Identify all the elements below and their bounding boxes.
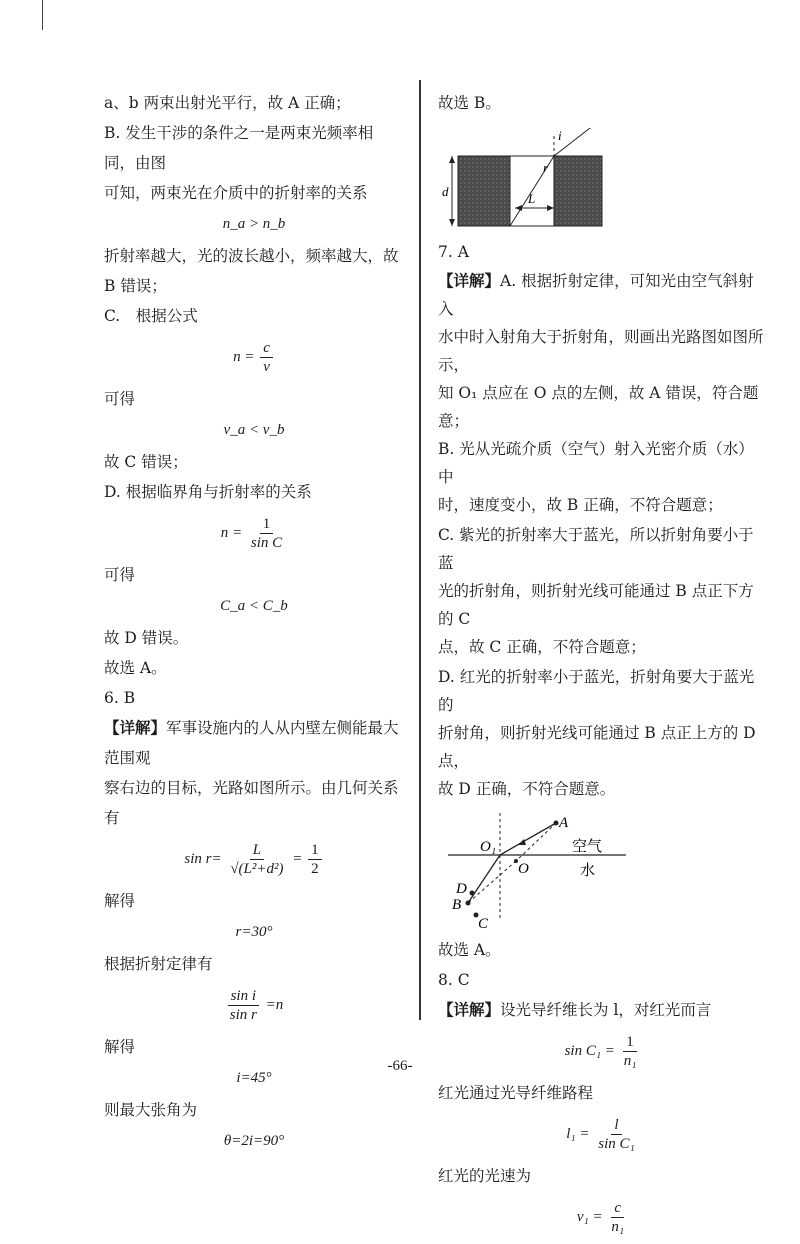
denominator: √(L²+d²) xyxy=(230,861,284,877)
label-L: L xyxy=(528,191,536,206)
equation xyxy=(104,987,404,1024)
text-line: 红光通过光导纤维路程 xyxy=(438,1084,594,1102)
eq-left: n = xyxy=(233,348,255,365)
text-line: 解得 xyxy=(104,892,136,910)
text-line: 水中时入射角大于折射角，则画出光路图如图所示， xyxy=(438,328,764,374)
equation: i=45° xyxy=(236,1070,272,1086)
text-line: 可知，两束光在介质中的折射率的关系 xyxy=(104,184,368,202)
label-r: r xyxy=(543,160,549,175)
numerator: c xyxy=(260,339,273,358)
denominator: sin r xyxy=(229,1007,257,1023)
text-line: 折射角，则折射光线可能通过 B 点正上方的 D 点， xyxy=(438,724,756,770)
text-line: 时，速度变小，故 B 正确，不符合题意； xyxy=(438,496,723,514)
equation: n_a > n_b xyxy=(222,216,286,232)
eq-left: v₁ = xyxy=(576,1208,603,1225)
wall-block-left xyxy=(458,156,510,226)
text-line: 故 D 错误。 xyxy=(104,629,189,647)
numerator: 1 xyxy=(623,1033,637,1052)
text-line: 根据折射定律有 xyxy=(104,955,213,973)
arrow-head xyxy=(547,205,554,211)
detail-tag: 【详解】 xyxy=(438,1000,501,1019)
text-line: 故选 A。 xyxy=(104,659,167,677)
incident-ray xyxy=(500,823,556,855)
text-line xyxy=(438,267,768,323)
page-number: -66- xyxy=(387,1058,413,1074)
question-number: 7. A xyxy=(438,243,469,261)
text-line: 则最大张角为 xyxy=(104,1101,198,1119)
label-D: D xyxy=(456,881,467,897)
text-line xyxy=(438,995,768,1025)
equation xyxy=(104,339,404,376)
denominator: sin C xyxy=(250,535,283,551)
text-line: D. 红光的折射率小于蓝光，折射角要大于蓝光的 xyxy=(438,668,755,714)
wall-block-right xyxy=(554,156,602,226)
text-line: 光的折射角，则折射光线可能通过 B 点正下方的 C xyxy=(438,582,754,628)
text-line: 故 C 错误； xyxy=(104,453,188,471)
text-line: 知 O₁ 点应在 O 点的左侧，故 A 错误，符合题意； xyxy=(438,384,759,430)
label-A: A xyxy=(559,815,569,831)
text-line: 可得 xyxy=(104,566,136,584)
numerator: L xyxy=(250,841,264,860)
equation: C_a < C_b xyxy=(220,598,288,614)
equation: r=30° xyxy=(235,924,273,940)
eq-left: n = xyxy=(220,524,243,541)
eq-left: l₁ = xyxy=(566,1125,590,1142)
numerator: 1 xyxy=(308,841,322,860)
text-line: 察右边的目标，光路如图所示。由几何关系有 xyxy=(104,779,399,827)
text-line: 红光的光速为 xyxy=(438,1167,532,1185)
question-number: 6. B xyxy=(104,689,136,707)
eq-left: sin r= xyxy=(184,850,222,867)
text-line: B. 光从光疏介质（空气）射入光密介质（水）中 xyxy=(438,440,754,486)
refracted-ray xyxy=(468,855,500,903)
arrow-head xyxy=(449,156,455,163)
fraction xyxy=(227,987,260,1024)
arrow-head xyxy=(449,219,455,226)
denominator: n₁ xyxy=(623,1053,637,1069)
text-span: A. 根据折射定律，可知光由空气斜射入 xyxy=(438,272,754,318)
fraction xyxy=(308,841,322,878)
text-span: 军事设施内的人从内壁左侧能最大范围观 xyxy=(104,719,399,767)
label-d: d xyxy=(442,184,449,199)
label-O: O xyxy=(518,861,529,877)
eq-left: sin C₁ = xyxy=(564,1042,615,1059)
numerator: sin i xyxy=(228,987,259,1006)
fraction xyxy=(227,841,286,878)
text-line: 点，故 C 正确，不符合题意； xyxy=(438,638,646,656)
denominator: n₁ xyxy=(611,1219,625,1235)
fraction xyxy=(595,1116,637,1153)
air-water-refraction-diagram xyxy=(446,811,636,931)
fraction xyxy=(260,339,273,376)
column-divider xyxy=(419,80,421,1020)
text-line: a、b 两束出射光平行，故 A 正确； xyxy=(104,94,351,112)
text-line: 故选 B。 xyxy=(438,94,501,112)
detail-tag: 【详解】 xyxy=(438,271,501,290)
denominator: 2 xyxy=(311,861,319,877)
arrow-head xyxy=(515,205,522,211)
detail-tag: 【详解】 xyxy=(104,718,167,737)
label-O1: O₁ xyxy=(480,839,497,855)
point-B xyxy=(466,901,471,906)
question-number: 8. C xyxy=(438,971,470,989)
numerator: l xyxy=(611,1116,621,1135)
text-line: C. 根据公式 xyxy=(104,307,198,325)
point-A xyxy=(554,821,559,826)
text-line: D. 根据临界角与折射率的关系 xyxy=(104,483,312,501)
equation xyxy=(104,515,404,552)
denominator: v xyxy=(263,359,270,375)
text-line: B. 发生干涉的条件之一是两束光频率相同，由图 xyxy=(104,124,374,172)
equation xyxy=(104,841,404,878)
text-line: 可得 xyxy=(104,390,136,408)
equation: v_a < v_b xyxy=(223,422,285,438)
numerator: 1 xyxy=(260,515,274,534)
text-line: 解得 xyxy=(104,1038,136,1056)
equation xyxy=(438,1116,768,1153)
wall-refraction-diagram xyxy=(440,126,610,231)
label-i: i xyxy=(558,128,562,143)
page-edge-line xyxy=(42,0,43,30)
eq-right: =n xyxy=(265,996,284,1013)
fraction xyxy=(608,1199,627,1236)
denominator: sin C₁ xyxy=(598,1136,635,1152)
eq-equals: = xyxy=(292,850,303,867)
label-C: C xyxy=(478,916,489,931)
equation xyxy=(438,1199,768,1236)
text-line: C. 紫光的折射率大于蓝光，所以折射角要小于蓝 xyxy=(438,526,754,572)
equation: θ=2i=90° xyxy=(223,1133,285,1149)
point-D xyxy=(470,891,475,896)
label-B: B xyxy=(452,897,462,913)
left-column xyxy=(104,88,404,1158)
arrow-head xyxy=(518,839,526,845)
numerator: c xyxy=(611,1199,624,1218)
label-air: 空气 xyxy=(572,839,603,855)
label-water: 水 xyxy=(580,863,596,879)
text-line: 折射率越大，光的波长越小，频率越大，故 B 错误； xyxy=(104,247,399,295)
text-line xyxy=(104,713,404,773)
fraction xyxy=(248,515,285,552)
text-line: 故 D 正确，不符合题意。 xyxy=(438,780,616,798)
text-span: 设光导纤维长为 l，对红光而言 xyxy=(500,1001,712,1019)
text-line: 故选 A。 xyxy=(438,941,501,959)
